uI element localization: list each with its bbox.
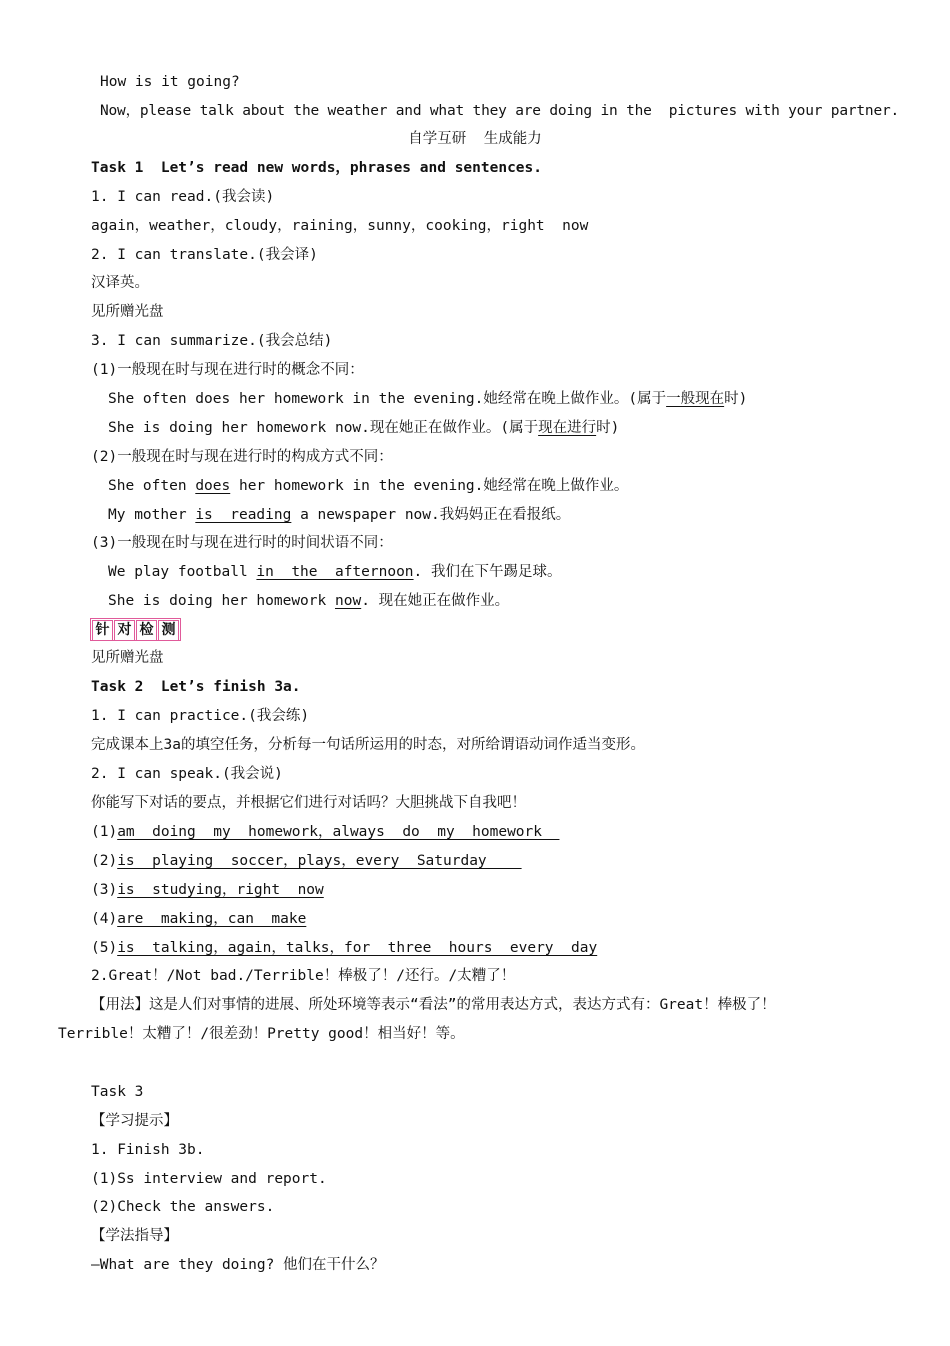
answer-blank: am doing my homework，always do my homework <box>117 824 560 840</box>
sentence-text: My mother <box>108 507 196 523</box>
answer-blank: is studying，right now <box>117 882 324 898</box>
task1-item1: 1. I can read.(我会读) <box>91 189 275 205</box>
study-guide-1: —What are they doing? 他们在干什么？ <box>91 1257 385 1273</box>
answer-blank: does <box>195 478 231 494</box>
task2-heading: Task 2 Let’s finish 3a. <box>91 679 301 695</box>
point3-sentence1 <box>108 562 562 582</box>
task2-item1: 1. I can practice.(我会练) <box>91 708 310 724</box>
task3-heading: Task 3 <box>91 1084 144 1100</box>
answer-number: (1) <box>91 824 118 840</box>
study-tip-1a: (1)Ss interview and report. <box>91 1171 327 1187</box>
answer-blank: are making，can make <box>117 911 307 927</box>
point2-sentence1 <box>108 476 628 496</box>
sentence-text: 时) <box>724 391 748 407</box>
point3-sentence2 <box>108 591 509 611</box>
point1-title: (1)一般现在时与现在进行时的概念不同： <box>91 362 364 378</box>
intro-line-2: Now，please talk about the weather and what they are doing in the pictures with your partner. <box>100 103 900 119</box>
badge-char: 针 <box>92 620 113 641</box>
answer-blank: is reading <box>195 507 292 523</box>
badge-char: 对 <box>114 620 135 641</box>
sentence-text: She is doing her homework now.现在她正在做作业。(属于 <box>108 420 539 436</box>
answer-line-3 <box>91 880 324 900</box>
sentence-text: . 我们在下午踢足球。 <box>413 564 562 580</box>
point2-sentence2 <box>108 505 570 525</box>
answer-blank: 现在进行 <box>538 420 597 436</box>
sentence-text: She often does her homework in the evening.她经常在晚上做作业。(属于 <box>108 391 667 407</box>
sentence-text: a newspaper now.我妈妈正在看报纸。 <box>291 507 571 523</box>
task2-instruction2: 你能写下对话的要点，并根据它们进行对话吗？大胆挑战下自我吧！ <box>91 795 526 811</box>
point1-sentence2 <box>108 418 619 438</box>
chinese-to-english: 汉译英。 <box>91 275 149 291</box>
answer-number: (4) <box>91 911 118 927</box>
task1-heading: Task 1 Let’s read new words，phrases and sentences. <box>91 160 542 176</box>
study-tip-1: 1. Finish 3b. <box>91 1142 205 1158</box>
point3-title: (3)一般现在时与现在进行时的时间状语不同： <box>91 535 393 551</box>
answer-line-1 <box>91 822 559 842</box>
see-disc-note-2: 见所赠光盘 <box>91 650 164 666</box>
task1-item3: 3. I can summarize.(我会总结) <box>91 333 333 349</box>
sentence-text: . 现在她正在做作业。 <box>361 593 510 609</box>
task2-instruction1: 完成课本上3a的填空任务，分析每一句话所运用的时态，对所给谓语动词作适当变形。 <box>91 737 645 753</box>
study-tip-title: 【学习提示】 <box>91 1113 178 1129</box>
answer-blank: is playing soccer，plays，every Saturday <box>117 853 522 869</box>
see-disc-note: 见所赠光盘 <box>91 304 164 320</box>
sentence-text: She often <box>108 478 196 494</box>
point2-title: (2)一般现在时与现在进行时的构成方式不同： <box>91 449 393 465</box>
task2-item2: 2. I can speak.(我会说) <box>91 766 283 782</box>
targeted-check-badge <box>90 618 181 641</box>
answer-blank: now <box>334 593 362 609</box>
answer-line-4 <box>91 909 306 929</box>
sentence-text: She is doing her homework <box>108 593 335 609</box>
study-tip-1b: (2)Check the answers. <box>91 1199 275 1215</box>
answer-number: (3) <box>91 882 118 898</box>
intro-line-1: How is it going? <box>100 74 240 90</box>
usage-line-1: 【用法】这是人们对事情的进展、所处环境等表示“看法”的常用表达方式，表达方式有：Great！棒极了！ <box>91 997 776 1013</box>
study-guide-title: 【学法指导】 <box>91 1228 178 1244</box>
badge-char: 测 <box>158 620 179 641</box>
expressions-line: 2.Great！/Not bad./Terrible！棒极了！/还行。/太糟了！ <box>91 968 516 984</box>
sentence-text: 时) <box>596 420 620 436</box>
point1-sentence1 <box>108 389 747 409</box>
section-title: 自学互研 生成能力 <box>408 131 542 147</box>
answer-number: (2) <box>91 853 118 869</box>
task1-item2: 2. I can translate.(我会译) <box>91 247 318 263</box>
answer-number: (5) <box>91 940 118 956</box>
answer-blank: is talking，again，talks，for three hours every day <box>117 940 598 956</box>
sentence-text: her homework in the evening.她经常在晚上做作业。 <box>230 478 629 494</box>
usage-line-2: Terrible！太糟了！/很差劲！Pretty good！相当好！等。 <box>58 1026 465 1042</box>
answer-blank: in the afternoon <box>256 564 414 580</box>
sentence-text: We play football <box>108 564 257 580</box>
badge-char: 检 <box>136 620 157 641</box>
answer-line-5 <box>91 938 597 958</box>
vocab-words: again，weather，cloudy，raining，sunny，cooking，right now <box>91 218 589 234</box>
answer-line-2 <box>91 851 522 871</box>
answer-blank: 一般现在 <box>666 391 725 407</box>
